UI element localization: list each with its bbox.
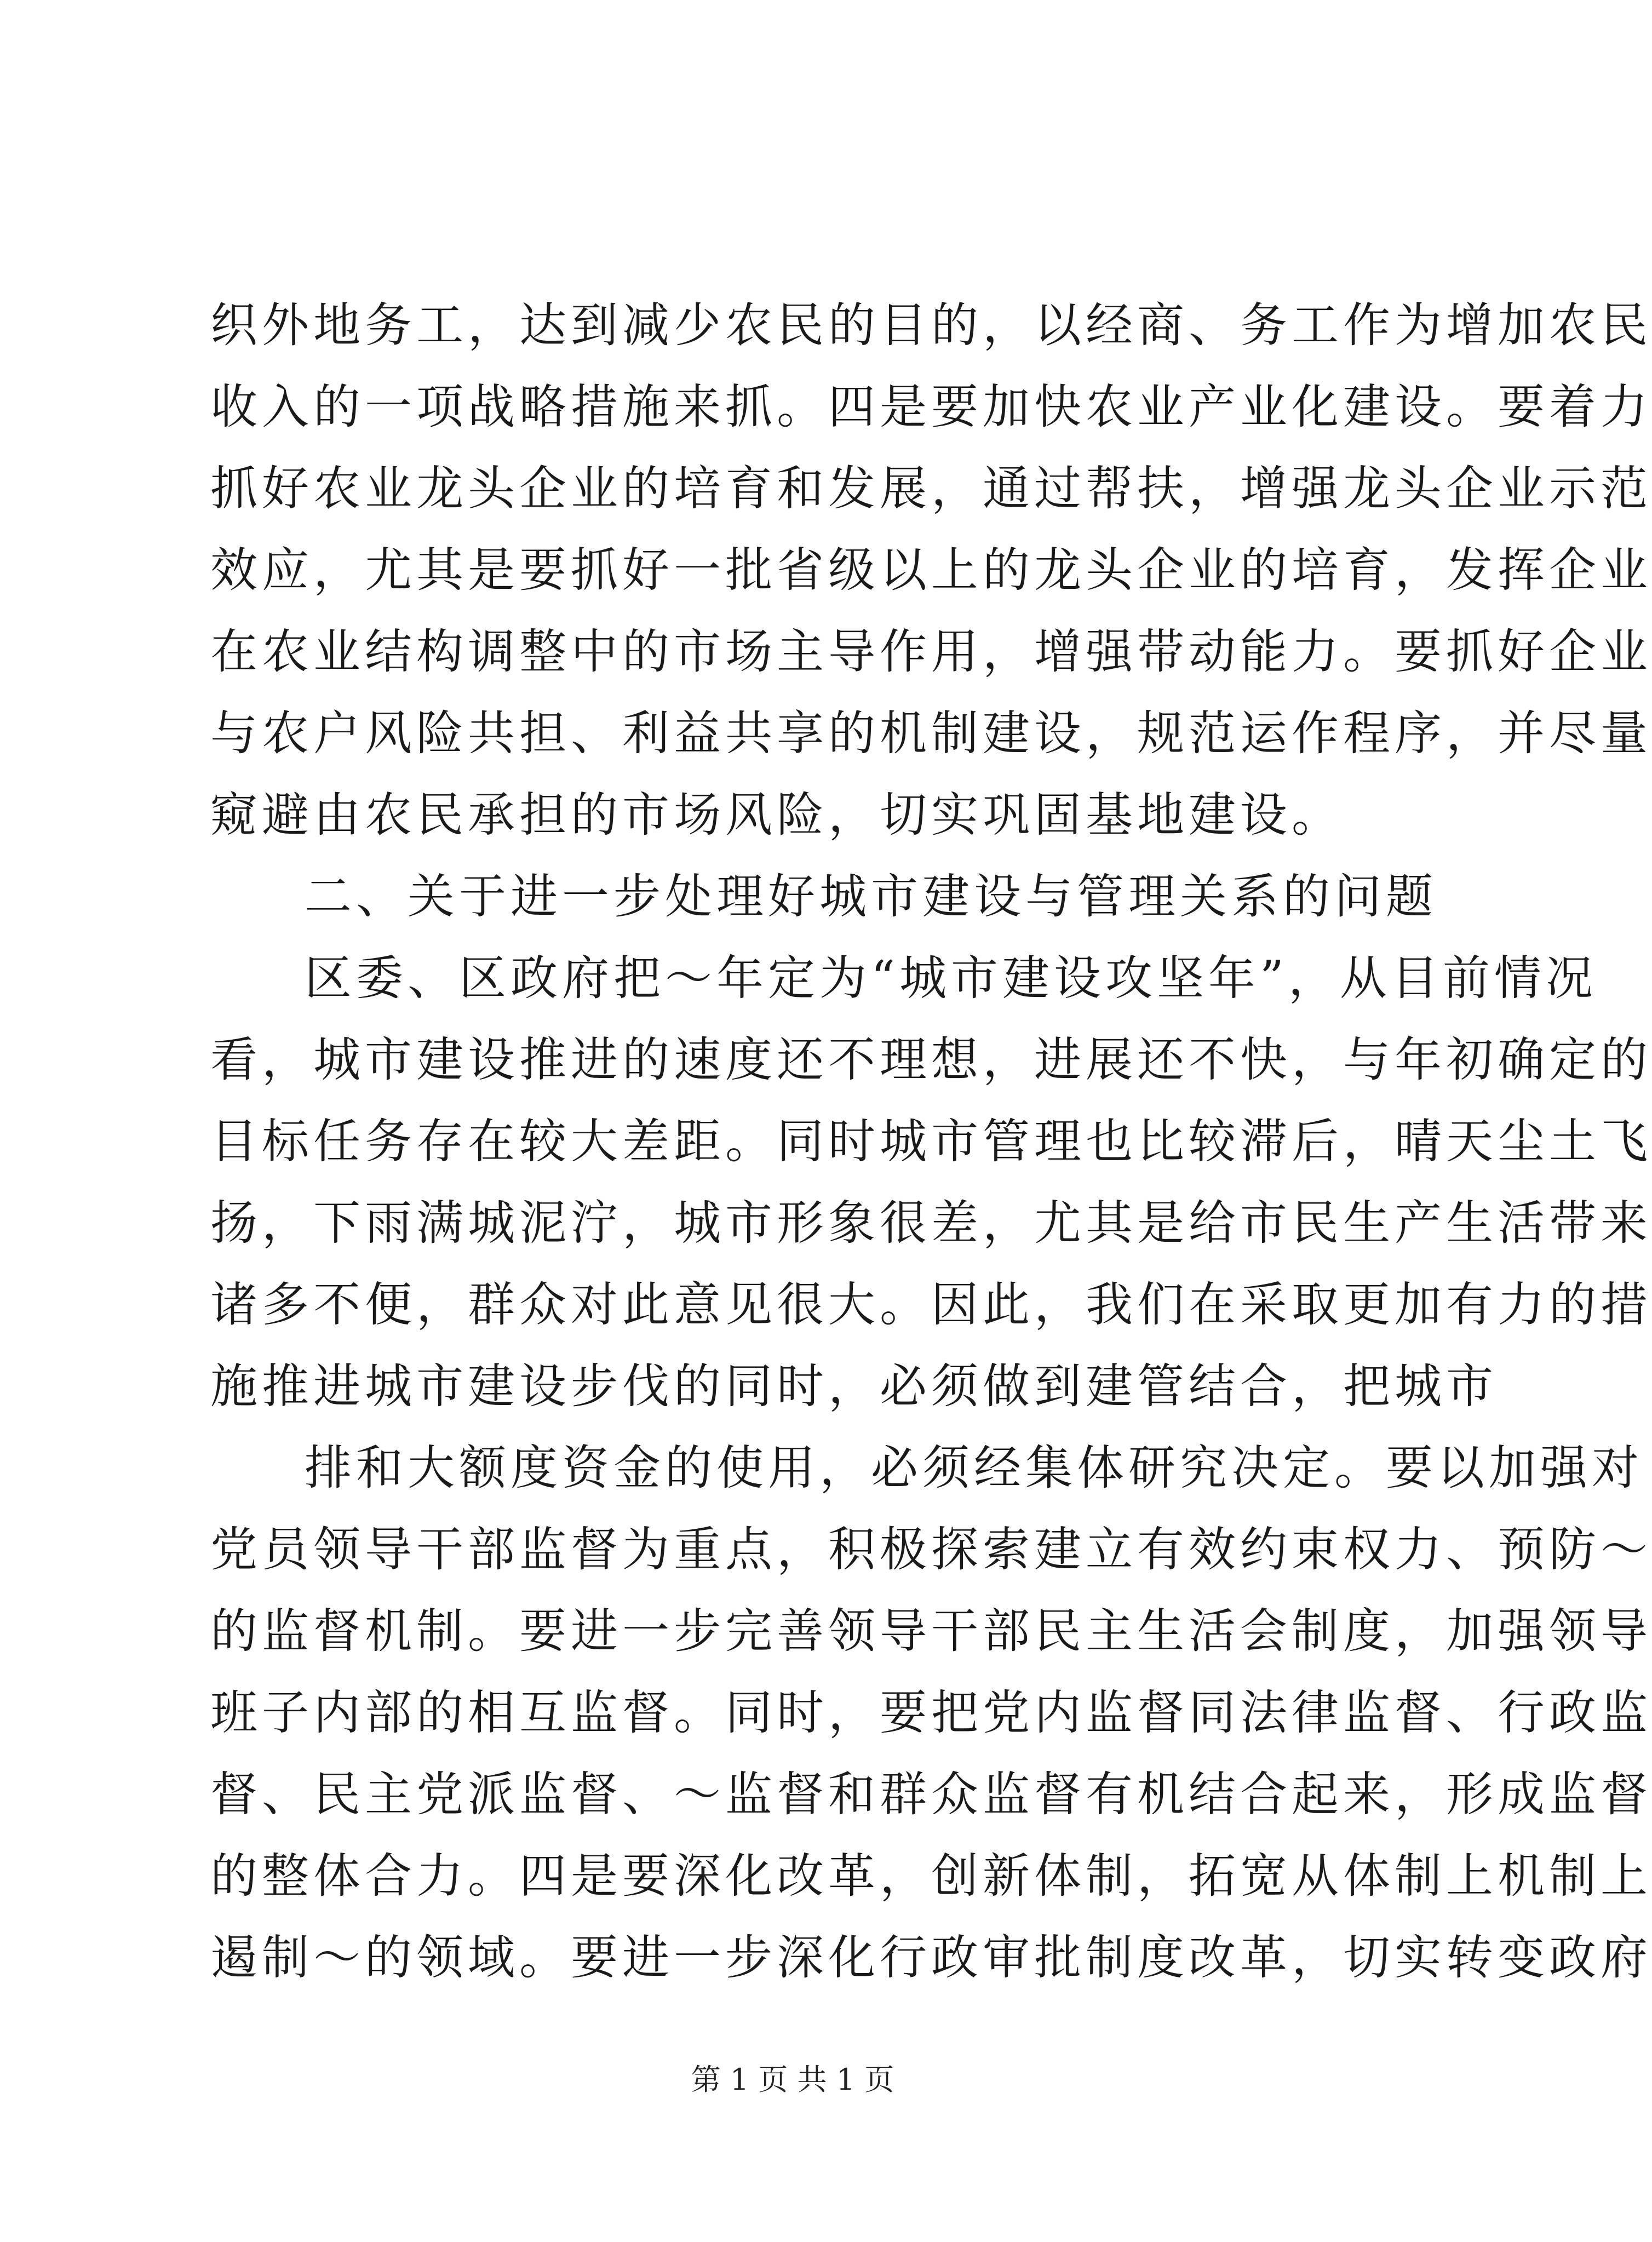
text-line: 党员领导干部监督为重点，积极探索建立有效约束权力、预防～: [210, 1522, 1652, 1577]
text-line: 窥避由农民承担的市场风险，切实巩固基地建设。: [210, 788, 1343, 842]
text-line: 看，城市建设推进的速度还不理想，进展还不快，与年初确定的: [210, 1033, 1652, 1087]
text-line: 的监督机制。要进一步完善领导干部民主生活会制度，加强领导: [210, 1604, 1652, 1659]
text-line: 与农户风险共担、利益共享的机制建设，规范运作程序，并尽量: [210, 706, 1652, 761]
page-number-footer: 第 1 页 共 1 页: [691, 2062, 894, 2097]
text-line: 抓好农业龙头企业的培育和发展，通过帮扶，增强龙头企业示范: [210, 461, 1652, 516]
text-line: 的整体合力。四是要深化改革，创新体制，拓宽从体制上机制上: [210, 1849, 1652, 1903]
text-line: 效应，尤其是要抓好一批省级以上的龙头企业的培育，发挥企业: [210, 543, 1652, 598]
text-line: 扬，下雨满城泥泞，城市形象很差，尤其是给市民生产生活带来: [210, 1196, 1652, 1251]
text-line: 施推进城市建设步伐的同时，必须做到建管结合，把城市: [210, 1359, 1498, 1414]
text-line: 班子内部的相互监督。同时，要把党内监督同法律监督、行政监: [210, 1685, 1652, 1740]
paragraph-first-line: 排和大额度资金的使用，必须经集体研究决定。要以加强对: [305, 1441, 1643, 1495]
paragraph-first-line: 区委、区政府把～年定为“城市建设攻坚年”，从目前情况: [305, 951, 1597, 1006]
text-line: 收入的一项战略措施来抓。四是要加快农业产业化建设。要着力: [210, 380, 1652, 434]
section-heading: 二、关于进一步处理好城市建设与管理关系的问题: [305, 869, 1437, 924]
text-line: 在农业结构调整中的市场主导作用，增强带动能力。要抓好企业: [210, 624, 1652, 679]
text-line: 目标任务存在较大差距。同时城市管理也比较滞后，晴天尘土飞: [210, 1114, 1652, 1169]
body-text: [210, 285, 1652, 1999]
text-line: 督、民主党派监督、～监督和群众监督有机结合起来，形成监督: [210, 1767, 1652, 1822]
text-line: 诸多不便，群众对此意见很大。因此，我们在采取更加有力的措: [210, 1277, 1652, 1332]
text-line: 遏制～的领域。要进一步深化行政审批制度改革，切实转变政府: [210, 1930, 1652, 1985]
text-line: 织外地务工，达到减少农民的目的，以经商、务工作为增加农民: [210, 298, 1652, 353]
